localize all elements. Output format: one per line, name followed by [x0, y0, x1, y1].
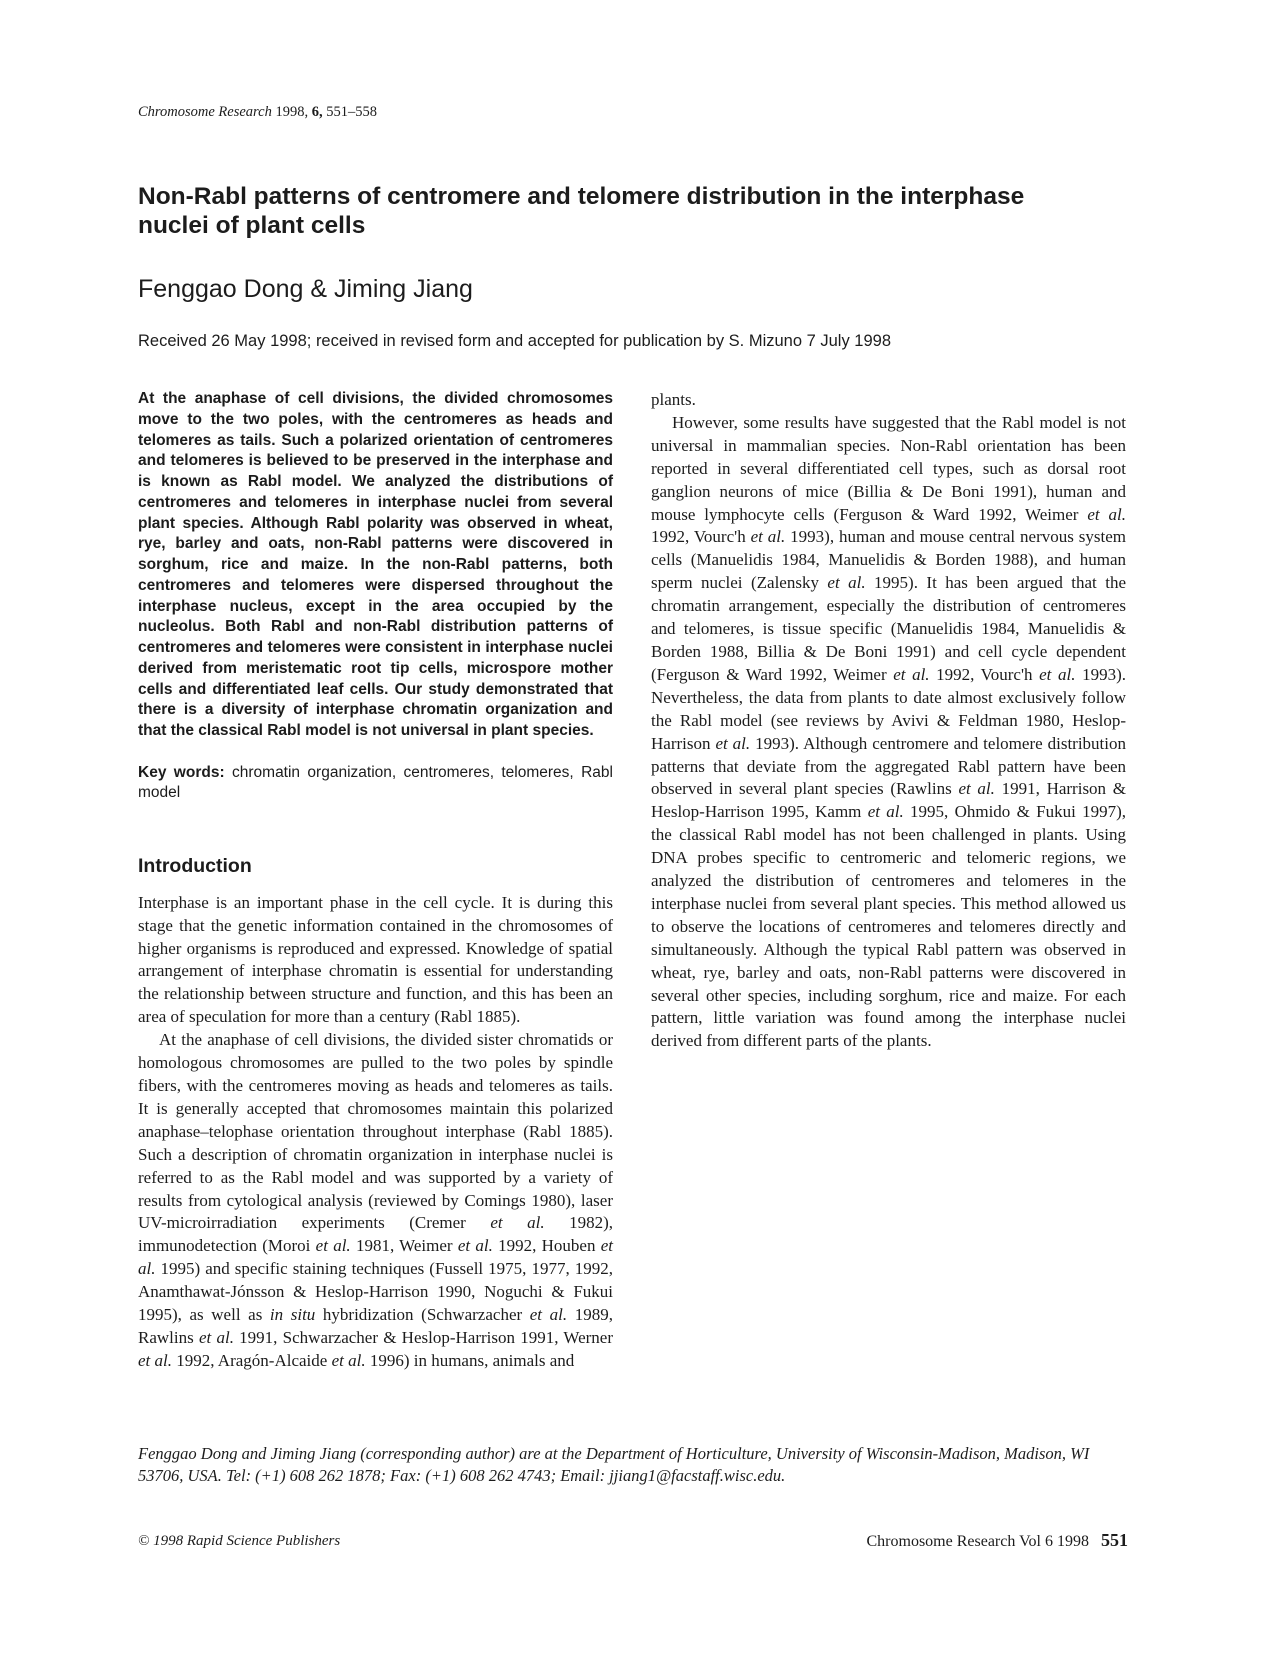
keywords [138, 763, 613, 804]
keywords-text: chromatin organization, centromeres, telomeres, Rabl model [138, 763, 613, 802]
section-heading-introduction: Introduction [138, 854, 252, 877]
journal-volume: 6, [311, 104, 323, 120]
abstract: At the anaphase of cell divisions, the divided chromosomes move to the two poles, with the centromeres as heads and telomeres as tails. Such a polarized orientation of centromeres and telomeres is believed to be preserved in the interphase and is known as Rabl model. We analyzed the distributions of centromeres and telomeres in interphase nuclei from several plant species. Although Rabl polarity was observed in wheat, rye, barley and oats, non-Rabl patterns were discovered in sorghum, rice and maize. In the non-Rabl patterns, both centromeres and telomeres were dispersed throughout the interphase nucleus, except in the area occupied by the nucleolus. Both Rabl and non-Rabl distribution patterns of centromeres and telomeres were consistent in interphase nuclei derived from meristematic root tip cells, microspore mother cells and differentiated leaf cells. Our study demonstrated that there is a diversity of interphase chromatin organization and that the classical Rabl model is not universal in plant species. [138, 390, 613, 739]
footer-journal-info [867, 1530, 1129, 1551]
intro-paragraph-2: At the anaphase of cell divisions, the divided sister chromatids or homologous chromosomes are pulled to the two poles by spindle fibers, with the centromeres moving as heads and telomeres as tails. It is generally accepted that chromosomes maintain this polarized anaphase–telophase orientation throughout interphase (Rabl 1885). Such a description of chromatin organization in interphase nuclei is referred to as the Rabl model and was supported by a variety of results from cytological analysis (reviewed by Comings 1980), laser UV-microirradiation experiments (Cremer et al. 1982), immunodetection (Moroi et al. 1981, Weimer et al. 1992, Houben et al. 1995) and specific staining techniques (Fussell 1975, 1977, 1992, Anamthawat-Jónsson & Heslop-Harrison 1990, Noguchi & Fukui 1995), as well as in situ hybridization (Schwarzacher et al. 1989, Rawlins et al. 1991, Schwarzacher & Heslop-Harrison 1991, Werner et al. 1992, Aragón-Alcaide et al. 1996) in humans, animals and [138, 1030, 613, 1370]
footer-journal-text: Chromosome Research Vol 6 1998 [866, 1533, 1089, 1550]
article-authors: Fenggao Dong & Jiming Jiang [138, 275, 473, 303]
footer-copyright: © 1998 Rapid Science Publishers [138, 1533, 341, 1549]
intro-paragraph-1: Interphase is an important phase in the cell cycle. It is during this stage that the genetic information contained in the chromosomes of higher organisms is reproduced and expressed. Knowledge of spatial arrangement of interphase chromatin is essential for understanding the relationship between structure and function, and this has been an area of speculation for more than a century (Rabl 1885). [138, 892, 613, 1027]
running-head [138, 104, 377, 121]
intro-paragraph-3: However, some results have suggested that the Rabl model is not universal in mammalian species. Non-Rabl orientation has been reported in several differentiated cell types, such as dorsal root ganglion neurons of mice (Billia & De Boni 1991), human and mouse lymphocyte cells (Ferguson & Ward 1992, Weimer et al. 1992, Vourc'h et al. 1993), human and mouse central nervous system cells (Manuelidis 1984, Manuelidis & Borden 1988), and human sperm nuclei (Zalensky et al. 1995). It has been argued that the chromatin arrangement, especially the distribution of centromeres and telomeres, is tissue specific (Manuelidis 1984, Manuelidis & Borden 1988, Billia & De Boni 1991) and cell cycle dependent (Ferguson & Ward 1992, Weimer et al. 1992, Vourc'h et al. 1993). Nevertheless, the data from plants to date almost exclusively follow the Rabl model (see reviews by Avivi & Feldman 1980, Heslop-Harrison et al. 1993). Although centromere and telomere distribution patterns that deviate from the aggregated Rabl pattern have been observed in several plant species (Rawlins et al. 1991, Harrison & Heslop-Harrison 1995, Kamm et al. 1995, Ohmido & Fukui 1997), the classical Rabl model has not been challenged in plants. Using DNA probes specific to centromeric and telomeric regions, we analyzed the distribution of centromeres and telomeres in the interphase nuclei from several plant species. This method allowed us to observe the locations of centromeres and telomeres directly and simultaneously. Although the typical Rabl pattern was observed in wheat, rye, barley and oats, non-Rabl patterns were discovered in several other species, including sorghum, rice and maize. For each pattern, little variation was found among the interphase nuclei derived from different parts of the plants. [651, 412, 1127, 1051]
introduction-left-text [138, 892, 613, 1373]
journal-name: Chromosome Research [138, 104, 272, 120]
right-column [651, 389, 1126, 1053]
author-affiliation: Fenggao Dong and Jiming Jiang (corresponding author) are at the Department of Horticulture, University of Wisconsin-Madison, Madison, WI 53706, USA. Tel: (+1) 608 262 1878; Fax: (+1) 608 262 4743; Email: jjiang1@facstaff.wisc.edu. [138, 1444, 1090, 1485]
left-column [138, 389, 613, 1373]
intro-paragraph-2-cont: plants. [651, 390, 696, 409]
journal-pages: 551–558 [326, 104, 377, 120]
received-dates: Received 26 May 1998; received in revised form and accepted for publication by S. Mizuno 7 July 1998 [138, 332, 892, 350]
keywords-label: Key words: [138, 763, 225, 781]
article-title: Non-Rabl patterns of centromere and telomere distribution in the interphase nuclei of plant cells [138, 183, 1025, 239]
page-number: 551 [1101, 1530, 1128, 1550]
introduction-right-text [651, 389, 1126, 1053]
journal-year: 1998, [275, 104, 309, 120]
